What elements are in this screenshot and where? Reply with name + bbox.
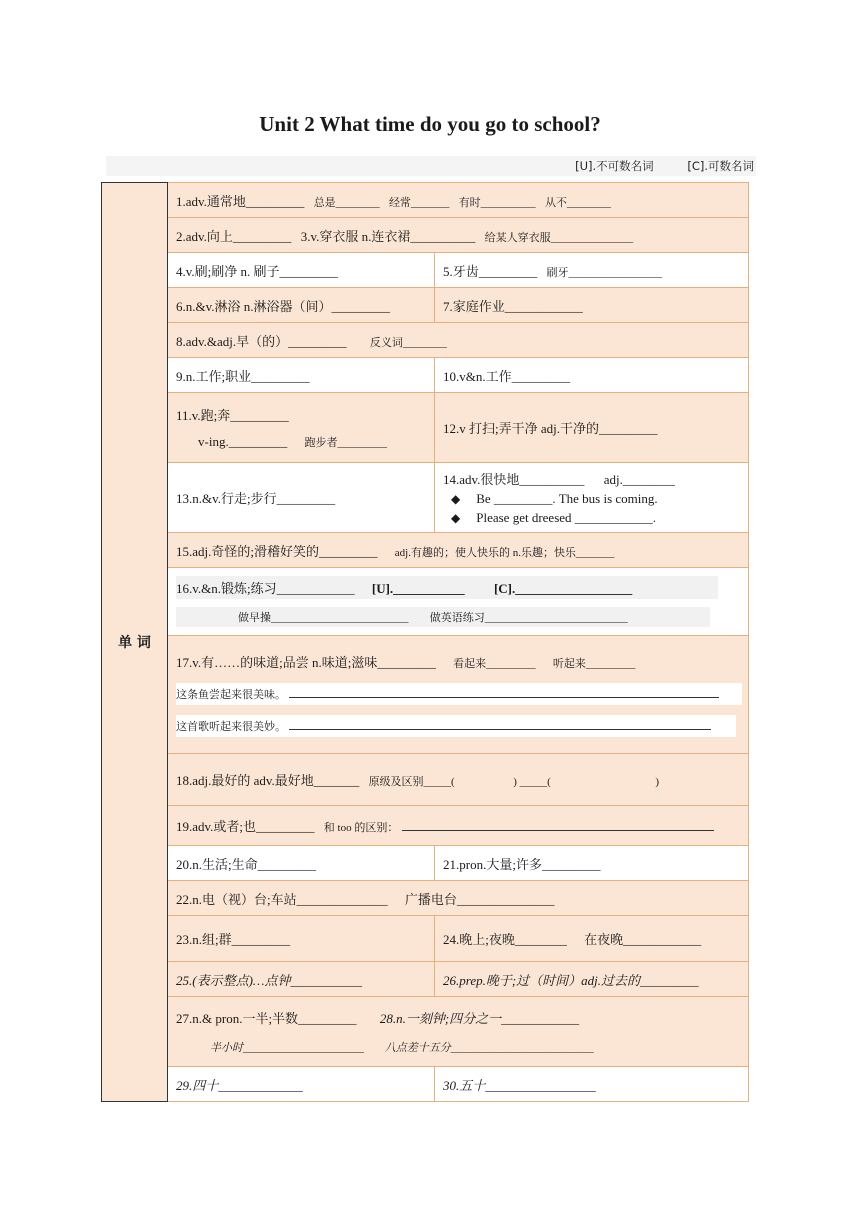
- row-16: [102, 916, 749, 962]
- item-10: 10.v&n.工作_________: [443, 368, 571, 384]
- item-23: 23.n.组;群_________: [176, 932, 291, 947]
- row-15: [102, 881, 749, 916]
- item-30: 30.五十_________________: [443, 1077, 596, 1093]
- legend-bar: [106, 156, 756, 176]
- item-16-morning-exercise: 做早操_________________________: [238, 612, 409, 624]
- item-8: 8.adv.&adj.早（的）_________: [176, 333, 347, 349]
- row-9: [102, 533, 749, 568]
- item-5: 5.牙齿_________: [443, 263, 538, 279]
- item-9: 9.n.工作;职业_________: [176, 368, 310, 384]
- row-2: [102, 218, 749, 253]
- row-8: [102, 463, 749, 533]
- item-14-example-1: ◆ Be _________. The bus is coming.: [443, 491, 748, 507]
- item-28-quarter-to-eight: 八点差十五分__________________________: [384, 1042, 594, 1054]
- item-5-brush-teeth: 刷牙_________________: [546, 266, 663, 279]
- item-18-compare: 原级及区别_____(: [368, 776, 455, 788]
- item-15: 15.adj.奇怪的;滑稽好笑的_________: [176, 543, 378, 559]
- side-label: 单 词: [102, 183, 168, 1102]
- item-3-dress-someone: 给某人穿衣服_______________: [484, 231, 634, 244]
- item-20: 20.n.生活;生命_________: [176, 856, 317, 872]
- item-14: 14.adv.很快地__________: [443, 472, 585, 487]
- item-14-adj: adj.________: [603, 472, 675, 487]
- item-24: 24.晚上;夜晚________: [443, 932, 567, 947]
- item-14-example-2: ◆ Please get dreesed ____________.: [443, 510, 748, 526]
- item-19-difference: 和 too 的区别：: [323, 822, 399, 834]
- row-14: [102, 846, 749, 881]
- item-1: 1.adv.通常地_________: [176, 193, 305, 209]
- item-12: 12.v 打扫;弄干净 adj.干净的_________: [443, 421, 658, 436]
- item-11-ving: v-ing._________: [198, 434, 288, 449]
- item-28: 28.n.一刻钟;四分之一____________: [379, 1011, 580, 1026]
- item-11-runner: 跑步者_________: [304, 437, 387, 449]
- item-17-sentence-1: 这条鱼尝起来很美味。: [176, 689, 286, 701]
- row-6: [102, 358, 749, 393]
- item-17-sound: 听起来_________: [552, 658, 636, 670]
- item-21: 21.pron.大量;许多_________: [443, 856, 601, 872]
- item-1-sometimes: 有时__________: [458, 196, 536, 209]
- item-13: 13.n.&v.行走;步行_________: [176, 491, 336, 506]
- item-15-fun: adj.有趣的；使人快乐的 n.乐趣；快乐_______: [394, 546, 615, 559]
- row-18: [102, 997, 749, 1067]
- item-17-sentence-2: 这首歌听起来很美妙。: [176, 721, 286, 733]
- item-19: 19.adv.或者;也_________: [176, 819, 315, 834]
- legend-uncountable: [U].不可数名词: [575, 159, 654, 173]
- row-17: [102, 962, 749, 997]
- item-1-always: 总是________: [313, 196, 380, 209]
- page-title: Unit 2 What time do you go to school?: [259, 112, 601, 136]
- item-4: 4.v.刷;刷净 n. 刷子_________: [176, 263, 339, 279]
- item-16: 16.v.&n.锻炼;练习____________: [176, 581, 355, 596]
- item-27: 27.n.& pron.一半;半数_________: [176, 1011, 357, 1026]
- row-19: [102, 1067, 749, 1102]
- item-3: 3.v.穿衣服 n.连衣裙__________: [300, 228, 476, 244]
- item-24-at-night: 在夜晚____________: [584, 932, 702, 947]
- row-3: [102, 253, 749, 288]
- item-16-countable: [C].__________________: [493, 581, 633, 596]
- item-22: 22.n.电（视）台;车站______________: [176, 891, 388, 907]
- item-25: 25.(表示整点)…点钟___________: [176, 972, 362, 988]
- item-17-answer-line-2: [289, 729, 711, 730]
- item-17: 17.v.有……的味道;品尝 n.味道;滋味_________: [176, 655, 436, 670]
- item-18: 18.adj.最好的 adv.最好地_______: [176, 773, 360, 788]
- item-16-english-practice: 做英语练习__________________________: [429, 612, 628, 624]
- row-7: [102, 393, 749, 463]
- row-4: [102, 288, 749, 323]
- item-28-half-hour: 半小时______________________: [210, 1042, 364, 1054]
- row-1: [102, 183, 749, 218]
- item-11: 11.v.跑;奔_________: [176, 408, 289, 423]
- item-1-often: 经常_______: [388, 196, 450, 209]
- item-1-never: 从不________: [544, 196, 611, 209]
- item-17-look: 看起来_________: [453, 658, 536, 670]
- row-13: [102, 806, 749, 846]
- row-5: [102, 323, 749, 358]
- row-10: [102, 568, 749, 636]
- vocabulary-table: [101, 182, 749, 1102]
- item-2: 2.adv.向上_________: [176, 228, 292, 244]
- item-29: 29.四十_____________: [176, 1077, 303, 1093]
- item-7: 7.家庭作业____________: [443, 298, 583, 314]
- item-19-answer-line: [402, 830, 714, 831]
- row-12: [102, 754, 749, 806]
- legend-countable: [C].可数名词: [687, 159, 754, 173]
- item-26: 26.prep.晚于;过（时间）adj.过去的_________: [443, 972, 699, 988]
- row-11: [102, 636, 749, 754]
- item-18-compare-2: ) _____(: [513, 776, 551, 788]
- item-6: 6.n.&v.淋浴 n.淋浴器（间）_________: [176, 298, 391, 314]
- item-17-answer-line-1: [289, 697, 719, 698]
- item-16-uncountable: [U].___________: [371, 581, 465, 596]
- item-18-compare-end: ): [655, 776, 659, 788]
- item-22-radio-station: 广播电台_______________: [404, 891, 555, 907]
- item-8-antonym: 反义词________: [369, 336, 447, 349]
